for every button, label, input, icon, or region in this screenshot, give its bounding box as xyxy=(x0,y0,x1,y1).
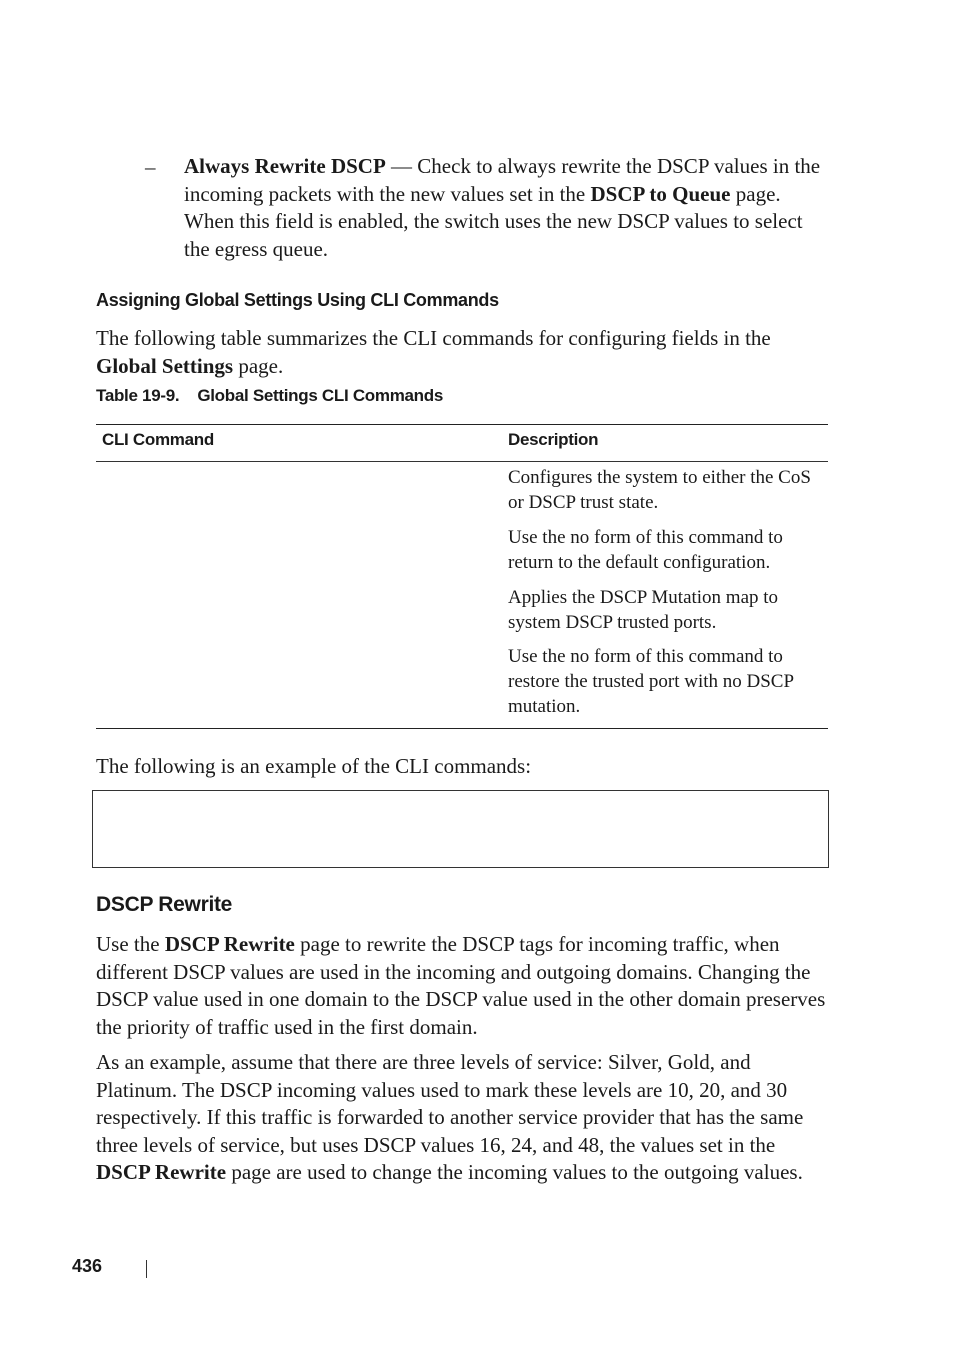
table-description-1: Configures the system to either the CoS or DSCP trust state. xyxy=(508,467,811,513)
page-number: 436 xyxy=(72,1256,103,1276)
bullet-always-rewrite-dscp xyxy=(184,153,824,263)
intro-text-2: page. xyxy=(233,354,284,378)
intro-bold: Global Settings xyxy=(96,354,234,378)
bullet-text-1: Check to always rewrite the DSCP values in the incoming packets with the new values set in the xyxy=(184,154,821,206)
dscp-to-queue-reference: DSCP to Queue xyxy=(590,181,731,206)
table-caption-number: Table 19-9. xyxy=(96,386,180,405)
table-description-4: Use the no form of this command to restore the trusted port with no DSCP mutation. xyxy=(508,646,794,717)
intro-text-1: The following table summarizes the CLI commands for configuring fields in the xyxy=(96,326,771,350)
table-description-2: Use the no form of this command to return to the default configuration. xyxy=(508,527,783,573)
subheading-cli-commands: Assigning Global Settings Using CLI Commands xyxy=(96,290,499,310)
bullet-dash: – xyxy=(145,155,156,179)
bullet-separator: — xyxy=(385,154,418,178)
bullet-term: Always Rewrite DSCP xyxy=(184,154,386,178)
table-caption xyxy=(96,386,443,406)
intro-paragraph xyxy=(96,324,826,380)
p1-bold: DSCP Rewrite xyxy=(164,932,295,956)
example-intro: The following is an example of the CLI commands: xyxy=(96,754,532,778)
p2-text-1: As an example, assume that there are three levels of service: Silver, Gold, and Platinum. The DSCP incoming values used to mark these levels are 10, 20, and 30 respectively. If this traffic is forwarded to another service provider that has the same three levels of service, but uses DSCP values 16, 24, and 48, the values set in the xyxy=(96,1050,804,1157)
p1-text-2: page to rewrite the DSCP tags for incoming traffic, when different DSCP values are used in the incoming and outgoing domains. Changing the DSCP value used in one domain to the DSCP value used in the other domain preserves the priority of traffic used in the first domain. xyxy=(96,932,826,1039)
table-header-divider xyxy=(96,461,828,462)
p2-bold: DSCP Rewrite xyxy=(96,1160,227,1184)
dscp-rewrite-paragraph-2 xyxy=(96,1049,826,1187)
table-caption-title: Global Settings CLI Commands xyxy=(197,386,443,405)
cli-commands-table xyxy=(96,424,828,729)
section-title-dscp-rewrite: DSCP Rewrite xyxy=(96,893,233,916)
dscp-rewrite-paragraph-1 xyxy=(96,931,826,1041)
footer-divider xyxy=(146,1260,147,1278)
p1-text-1: Use the xyxy=(96,932,165,956)
p2-text-2: page are used to change the incoming values to the outgoing values. xyxy=(226,1160,803,1184)
bullet-text-2: page. When this field is enabled, the switch uses the new DSCP values to select the egress queue. xyxy=(184,181,803,261)
cli-example-box xyxy=(92,790,829,868)
table-header-cli-command: CLI Command xyxy=(102,430,214,449)
table-header-description: Description xyxy=(508,430,599,449)
table-description-3: Applies the DSCP Mutation map to system DSCP trusted ports. xyxy=(508,587,779,633)
